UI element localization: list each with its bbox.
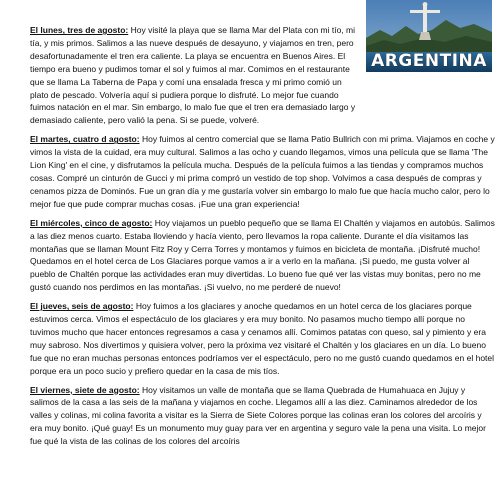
rio-landscape-image [366, 0, 492, 72]
diary-entry-tuesday [30, 133, 496, 210]
document-page [30, 0, 496, 500]
entry-body: Hoy visité la playa que se llama Mar del Plata con mi tío, mi tía, y mis primos. Salimos a las nueve después de desayuno, y viajamos en tren, pero desafortunadamente el tren era caliente. La playa se encuentra en Buenos Aires. El tiempo era bueno y pudimos tomar el sol y fuimos al mar. Comimos en el restaurante que se llama La Taberna de Papa y comí una ensalada fresca y mi primo comió un plato de pescado. Volvería aquí si pudiera porque lo disfruté. Lo mejor fue cuando fuimos natación en el mar. Sin embargo, lo malo fue que el tren era demasiado largo y demasiado caliente, pero valió la pena. Si se puede, volveré. [30, 25, 356, 126]
entry-heading: El martes, cuatro d agosto: [30, 134, 140, 145]
diary-entry-thursday [30, 300, 496, 377]
entry-heading: El miércoles, cinco de agosto: [30, 217, 153, 228]
diary-entry-friday [30, 384, 496, 449]
photo-caption: ARGENTINA [371, 51, 487, 71]
entry-heading: El viernes, siete de agosto: [30, 384, 140, 395]
argentina-photo [366, 0, 492, 72]
diary-entry-monday [30, 24, 360, 127]
entry-body: Hoy visitamos un valle de montaña que se llama Quebrada de Humahuaca en Jujuy y salimos de la casa a las seis de la mañana y viajamos en coche. Llegamos allí a las diez. Caminamos alrededor de los valles y colinas, mi colina favorita a visitar es la Sierra de Siete Colores porque las colinas eran los colores del arcoíris y era muy bonito. ¡Qué guay! Es un monumento muy guay para ver en argentina y seguro vale la pena una visita. Lo mejor fue qué la vista de las colinas de los colores del arcoíris [30, 384, 486, 447]
entry-body: Hoy viajamos un pueblo pequeño que se llama El Chaltén y viajamos en autobús. Salimos a las diez menos cuarto. Estaba lloviendo y hacía viento, pero llevamos la ropa caliente. Durante el día visitamos las montañas que se llaman Mount Fitz Roy y Cerra Torres y montamos y fuimos en bicicleta de montaña. ¡Disfruté mucho! Quedamos en el hotel cerca de Los Glaciares porque vamos a ir a verlo en la mañana. ¡Si puedo, me gusta volver al pueblo de Chaltén porque las actividades eran muy divertidas. Lo bueno fue qué ver las vistas muy bonitas, pero no me gustó cuando nos perdimos en las montañas. ¡Si vuelvo, no me perderé de nuevo! [30, 217, 495, 293]
entry-body: Hoy fuimos al centro comercial que se llama Patio Bullrich con mi prima. Viajamos en coche y vimos la vista de la cuidad, era muy cultural. Salimos a las ocho y cuando llegamos, vimos una película que se llama 'The Lion King' en el cine, y disfrutamos la película mucha. Después de la película fuimos a las tiendas y compramos muchos cosas. Compré un cinturón de Gucci y mi prima compró un vestido de top shop. Volvimos a casa después de compras y cenamos pizza de Dominós. Fue un gran día y me gustaría volver sin embargo lo malo fue que hacía mucho calor, pero lo mejor fue que pude comprar muchas cosas. ¡Fue una gran experiencia! [30, 134, 495, 209]
entry-body: Hoy fuimos a los glaciares y anoche quedamos en un hotel cerca de los glaciares porque estuvimos cerca. Vimos el espectáculo de los glaciares y era muy bonito. No pasamos mucho tiempo allí porque no tuvimos mucho que hacer entonces regresamos a casa y cenamos allí. Comimos patatas con queso, sal y pimiento y era muy sabroso. Nos divertimos y quisiera volver, pero la próxima vez visitaré el Chaltén y los glaciares en un día. Lo bueno fue que no eran muchas personas entonces podríamos ver el espectáculo, pero no me gustó cuando quedamos en el hotel porque era un poco sucio y prefiero quedar en la casa de mis tíos. [30, 301, 495, 376]
entry-heading: El jueves, seis de agosto: [30, 301, 134, 312]
diary-entry-wednesday [30, 217, 496, 294]
entry-heading: El lunes, tres de agosto: [30, 25, 129, 35]
